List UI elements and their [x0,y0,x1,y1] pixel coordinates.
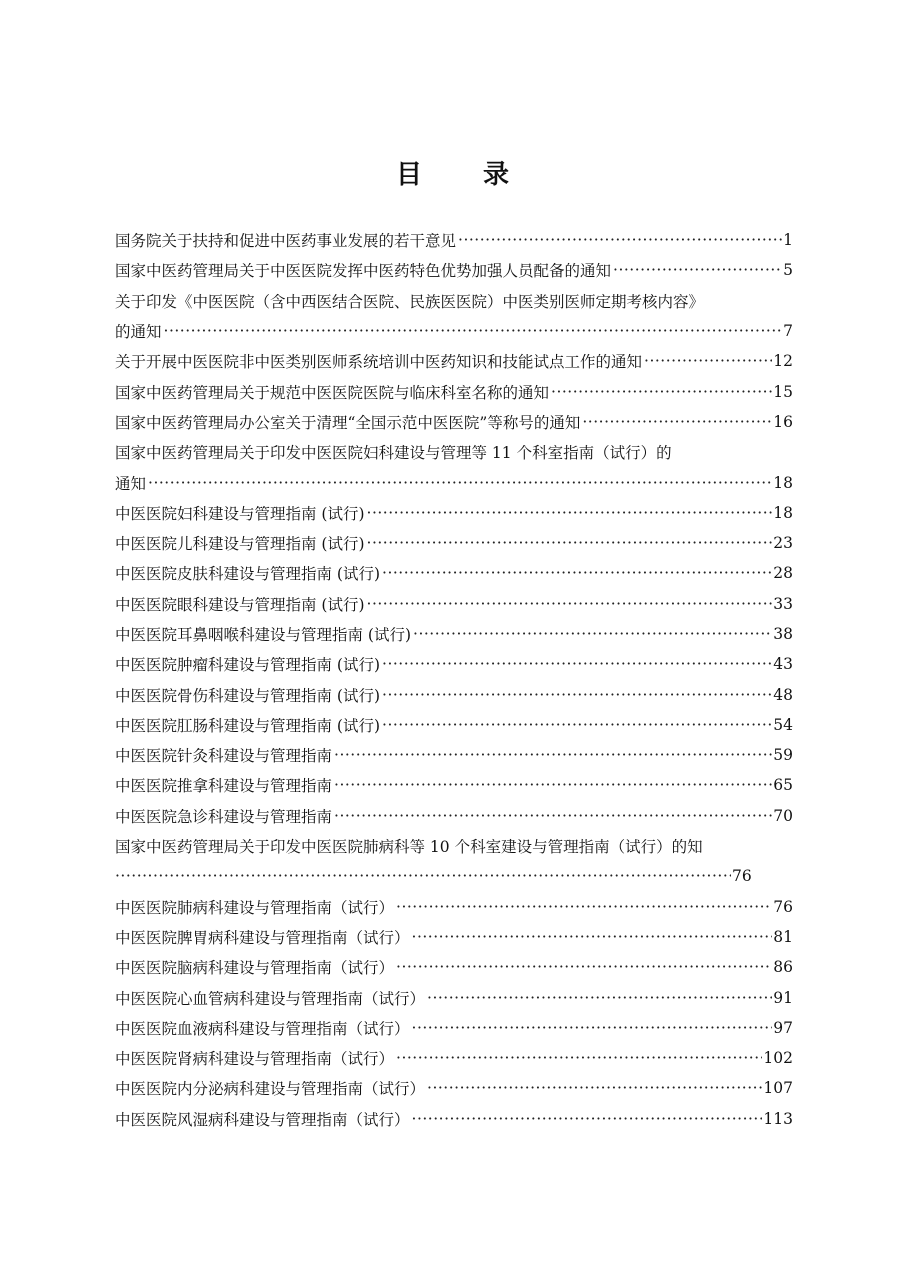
dot-leader [396,898,772,916]
toc-entry[interactable] [115,770,793,800]
toc-entry-page: 12 [773,352,793,371]
toc-entry[interactable] [115,528,793,558]
toc-entry-page: 70 [773,806,793,825]
toc-entry-title: 中医医院针灸科建设与管理指南 [115,747,333,766]
toc-entry[interactable] [115,740,793,770]
dot-leader [412,1110,763,1128]
toc-entry-title: 中医医院肿瘤科建设与管理指南 (试行) [115,656,381,675]
dot-leader [382,655,772,673]
toc-entry[interactable] [115,407,793,437]
dot-leader [164,322,783,340]
toc-entry-page: 54 [773,715,793,734]
toc-entry[interactable] [115,1013,793,1043]
toc-entry-page: 43 [773,655,793,674]
toc-entry-page: 81 [773,927,793,946]
toc-entry-title: 通知 [115,474,147,493]
toc-entry[interactable] [115,437,793,467]
toc-entry[interactable] [115,922,793,952]
toc-entry-page: 23 [773,534,793,553]
toc-entry-page: 76 [732,867,752,886]
dot-leader [413,625,772,643]
toc-entry-page: 102 [763,1049,793,1068]
dot-leader [458,231,782,249]
toc-entry-title: 中医医院耳鼻咽喉科建设与管理指南 (试行) [115,626,412,644]
dot-leader [582,413,772,431]
toc-entry[interactable] [115,831,793,861]
toc-entry-title: 关于开展中医医院非中医类别医师系统培训中医药知识和技能试点工作的通知 [115,353,643,372]
dot-leader [334,807,772,825]
toc-entry-page: 1 [783,231,793,250]
dot-leader [115,867,731,885]
toc-entry[interactable] [115,1073,793,1103]
toc-entry-title: 国家中医药管理局关于印发中医医院肺病科等 10 个科室建设与管理指南（试行）的知 [115,838,703,857]
dot-leader [148,474,772,492]
page-title: 目 录 [395,160,536,190]
toc-entry[interactable] [115,861,793,891]
toc-entry[interactable] [115,346,793,376]
toc-entry-page: 7 [783,322,793,341]
toc-entry-title: 关于印发《中医医院（含中西医结合医院、民族医医院）中医类别医师定期考核内容》 [115,292,705,311]
toc-entry-title: 中医医院眼科建设与管理指南 (试行) [115,595,365,614]
dot-leader [644,352,772,370]
table-of-contents [115,225,793,1134]
dot-leader [367,504,773,522]
toc-entry-page: 33 [773,594,793,613]
toc-entry-title: 中医医院急诊科建设与管理指南 [115,807,333,826]
toc-entry-title: 国务院关于扶持和促进中医药事业发展的若干意见 [115,232,457,251]
toc-entry-title: 中医医院推拿科建设与管理指南 [115,777,333,796]
dot-leader [412,1019,773,1037]
dot-leader [367,534,773,552]
toc-entry-page: 18 [773,503,793,522]
toc-entry[interactable] [115,1104,793,1134]
toc-entry-title: 中医医院内分泌病科建设与管理指南（试行） [115,1080,426,1099]
toc-entry-page: 48 [773,685,793,704]
dot-leader [382,716,772,734]
toc-entry[interactable] [115,710,793,740]
dot-leader [334,746,772,764]
dot-leader [334,776,772,794]
toc-entry[interactable] [115,225,793,255]
toc-entry[interactable] [115,982,793,1012]
toc-entry-title: 国家中医药管理局关于规范中医医院医院与临床科室名称的通知 [115,383,550,402]
toc-entry[interactable] [115,679,793,709]
toc-entry-page: 5 [783,261,793,280]
toc-entry-page: 28 [773,564,793,583]
toc-entry-page: 97 [773,1018,793,1037]
toc-entry-page: 65 [773,776,793,795]
toc-entry-page: 91 [773,988,793,1007]
dot-leader [396,1049,762,1067]
dot-leader [412,928,773,946]
toc-entry[interactable] [115,286,793,316]
toc-entry-page: 113 [763,1109,793,1128]
toc-entry[interactable] [115,467,793,497]
toc-entry-page: 86 [773,958,793,977]
dot-leader [382,564,772,582]
toc-entry-page: 76 [773,897,793,916]
toc-entry-title: 中医医院儿科建设与管理指南 (试行) [115,535,365,554]
toc-entry[interactable] [115,316,793,346]
toc-entry[interactable] [115,498,793,528]
toc-entry-page: 59 [773,746,793,765]
toc-entry[interactable] [115,558,793,588]
toc-entry-title: 的通知 [115,323,162,342]
toc-entry[interactable] [115,892,793,922]
toc-entry-title: 中医医院风湿病科建设与管理指南（试行） [115,1110,410,1129]
toc-entry[interactable] [115,1043,793,1073]
toc-entry-page: 16 [773,412,793,431]
toc-entry-title: 中医医院肾病科建设与管理指南（试行） [115,1050,395,1069]
toc-entry[interactable] [115,619,793,649]
toc-entry-title: 中医医院脾胃病科建设与管理指南（试行） [115,928,410,947]
toc-entry[interactable] [115,589,793,619]
toc-entry-title: 中医医院肛肠科建设与管理指南 (试行) [115,716,381,735]
toc-entry-page: 15 [773,382,793,401]
dot-leader [613,261,782,279]
toc-entry-title: 中医医院血液病科建设与管理指南（试行） [115,1019,410,1038]
toc-entry-title: 中医医院脑病科建设与管理指南（试行） [115,959,395,978]
toc-entry-title: 国家中医药管理局关于印发中医医院妇科建设与管理等 11 个科室指南（试行）的 [115,444,672,463]
dot-leader [427,1079,762,1097]
toc-entry-page: 107 [763,1079,793,1098]
toc-entry[interactable] [115,952,793,982]
dot-leader [396,958,772,976]
toc-entry[interactable] [115,801,793,831]
toc-entry-title: 中医医院妇科建设与管理指南 (试行) [115,504,365,523]
toc-entry-page: 38 [773,625,793,643]
dot-leader [551,383,772,401]
toc-entry-title: 中医医院心血管病科建设与管理指南（试行） [115,989,426,1008]
toc-entry[interactable] [115,376,793,406]
toc-entry-title: 中医医院皮肤科建设与管理指南 (试行) [115,565,381,584]
toc-entry-title: 国家中医药管理局办公室关于清理“全国示范中医医院”等称号的通知 [115,413,581,432]
toc-entry[interactable] [115,255,793,285]
toc-entry-title: 中医医院骨伤科建设与管理指南 (试行) [115,686,381,705]
dot-leader [427,989,772,1007]
toc-entry-title: 中医医院肺病科建设与管理指南（试行） [115,898,395,917]
toc-entry-title: 国家中医药管理局关于中医医院发挥中医药特色优势加强人员配备的通知 [115,262,612,281]
dot-leader [382,686,772,704]
dot-leader [367,595,773,613]
toc-entry[interactable] [115,649,793,679]
toc-entry-page: 18 [773,473,793,492]
